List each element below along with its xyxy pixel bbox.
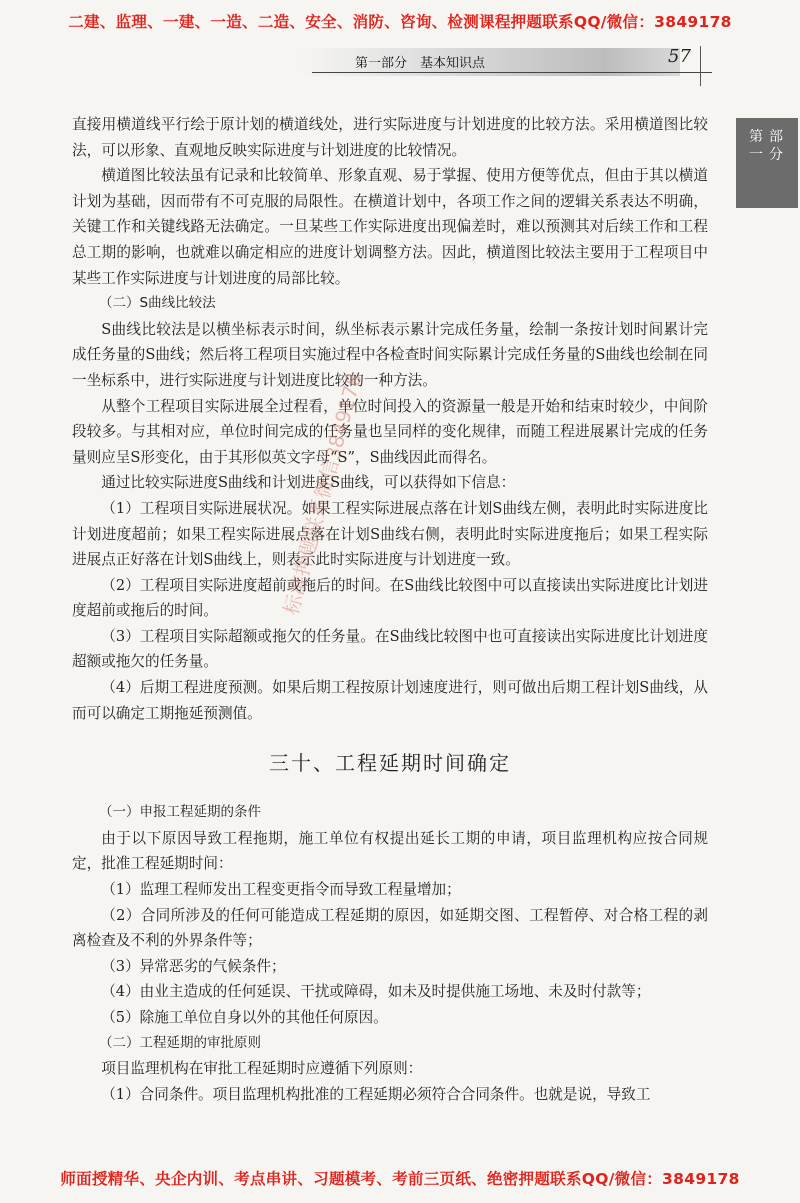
paragraph: S曲线比较法是以横坐标表示时间，纵坐标表示累计完成任务量，绘制一条按计划时间累计完成任务量的S曲线；然后将工程项目实施过程中各检查时间实际累计完成任务量的S曲线也绘制在同一坐标系中，进行实际进度与计划进度比较的一种方法。 bbox=[72, 320, 708, 389]
page-body bbox=[72, 112, 708, 1107]
side-tab-text-1: 第一 bbox=[749, 129, 763, 163]
page-number: 57 bbox=[668, 46, 691, 67]
list-item: （5）除施工单位自身以外的其他任何原因。 bbox=[101, 1009, 388, 1026]
list-item: （3）异常恶劣的气候条件； bbox=[101, 957, 286, 975]
page-header bbox=[0, 46, 800, 86]
list-item: （4）后期工程进度预测。如果后期工程按原计划速度进行，则可做出后期工程计划S曲线，从而可以确定工期拖延预测值。 bbox=[72, 679, 708, 722]
paragraph: 项目监理机构在审批工程延期时应遵循下列原则： bbox=[101, 1060, 423, 1078]
header-divider bbox=[700, 46, 701, 86]
list-item: （1）合同条件。项目监理机构批准的工程延期必须符合合同条件。也就是说，导致工 bbox=[101, 1085, 651, 1103]
promo-banner-top: 二建、监理、一建、一造、二造、安全、消防、咨询、检测课程押题联系QQ/微信：3849178 bbox=[68, 13, 732, 31]
subheading-extension-conditions: （一）申报工程延期的条件 bbox=[99, 804, 261, 821]
header-section-title: 第一部分 基本知识点 bbox=[355, 56, 486, 71]
paragraph: 横道图比较法虽有记录和比较简单、形象直观、易于掌握、使用方便等优点，但由于其以横道计划为基础，因而带有不可克服的局限性。在横道计划中，各项工作之间的逻辑关系表达不明确，关键工作和关键线路无法确定。一旦某些工作实际进度出现偏差时，难以预测其对后续工作和工程总工期的影响，也就难以确定相应的进度计划调整方法。因此，横道图比较法主要用于工程项目中某些工作实际进度与计划进度的局部比较。 bbox=[72, 167, 708, 287]
promo-banner-bottom: 师面授精华、央企内训、考点串讲、习题模考、考前三页纸、绝密押题联系QQ/微信：3849178 bbox=[60, 1170, 740, 1188]
list-item: （4）由业主造成的任何延误、干扰或障碍，如未及时提供施工场地、未及时付款等； bbox=[101, 983, 651, 1001]
list-item: （2）合同所涉及的任何可能造成工程延期的原因，如延期交图、工程暂停、对合格工程的剥离检查及不利的外界条件等； bbox=[72, 906, 708, 950]
paragraph: 从整个工程项目实际进展全过程看，单位时间投入的资源量一般是开始和结束时较少，中间阶段较多。与其相对应，单位时间完成的任务量也呈同样的变化规律，而随工程进展累计完成的任务量则应呈S形变化，由于其形似英文字母“S”，S曲线因此而得名。 bbox=[72, 397, 708, 466]
subheading-s-curve: （二）S曲线比较法 bbox=[99, 295, 216, 312]
list-item: （1）工程项目实际进展状况。如果工程实际进展点落在计划S曲线左侧，表明此时实际进度比计划进度超前；如果工程实际进展点落在计划S曲线右侧，表明此时实际进度拖后；如果工程实际进展点正好落在计划S曲线上，则表示此时实际进度与计划进度一致。 bbox=[72, 499, 708, 569]
paragraph: 由于以下原因导致工程拖期，施工单位有权提出延长工期的申请，项目监理机构应按合同规定，批准工程延期时间： bbox=[72, 829, 708, 873]
subheading-approval-principles: （二）工程延期的审批原则 bbox=[99, 1034, 261, 1051]
list-item: （2）工程项目实际进度超前或拖后的时间。在S曲线比较图中可以直接读出实际进度比计划进度超前或拖后的时间。 bbox=[72, 576, 708, 620]
paragraph: 通过比较实际进度S曲线和计划进度S曲线，可以获得如下信息： bbox=[101, 474, 516, 492]
section-title: 三十、工程延期时间确定 bbox=[269, 751, 511, 776]
header-rule bbox=[312, 72, 712, 73]
list-item: （1）监理工程师发出工程变更指令而导致工程量增加； bbox=[101, 881, 461, 899]
side-tab-part-one bbox=[736, 118, 798, 208]
list-item: （3）工程项目实际超额或拖欠的任务量。在S曲线比较图中也可直接读出实际进度比计划进度超额或拖欠的任务量。 bbox=[72, 627, 708, 671]
side-tab-text-2: 部分 bbox=[769, 129, 783, 163]
paragraph: 直接用横道线平行绘于原计划的横道线处，进行实际进度与计划进度的比较方法。采用横道图比较法，可以形象、直观地反映实际进度与计划进度的比较情况。 bbox=[72, 116, 708, 159]
watermark-stamp: 标准押题联系微信3849178 bbox=[278, 370, 367, 618]
